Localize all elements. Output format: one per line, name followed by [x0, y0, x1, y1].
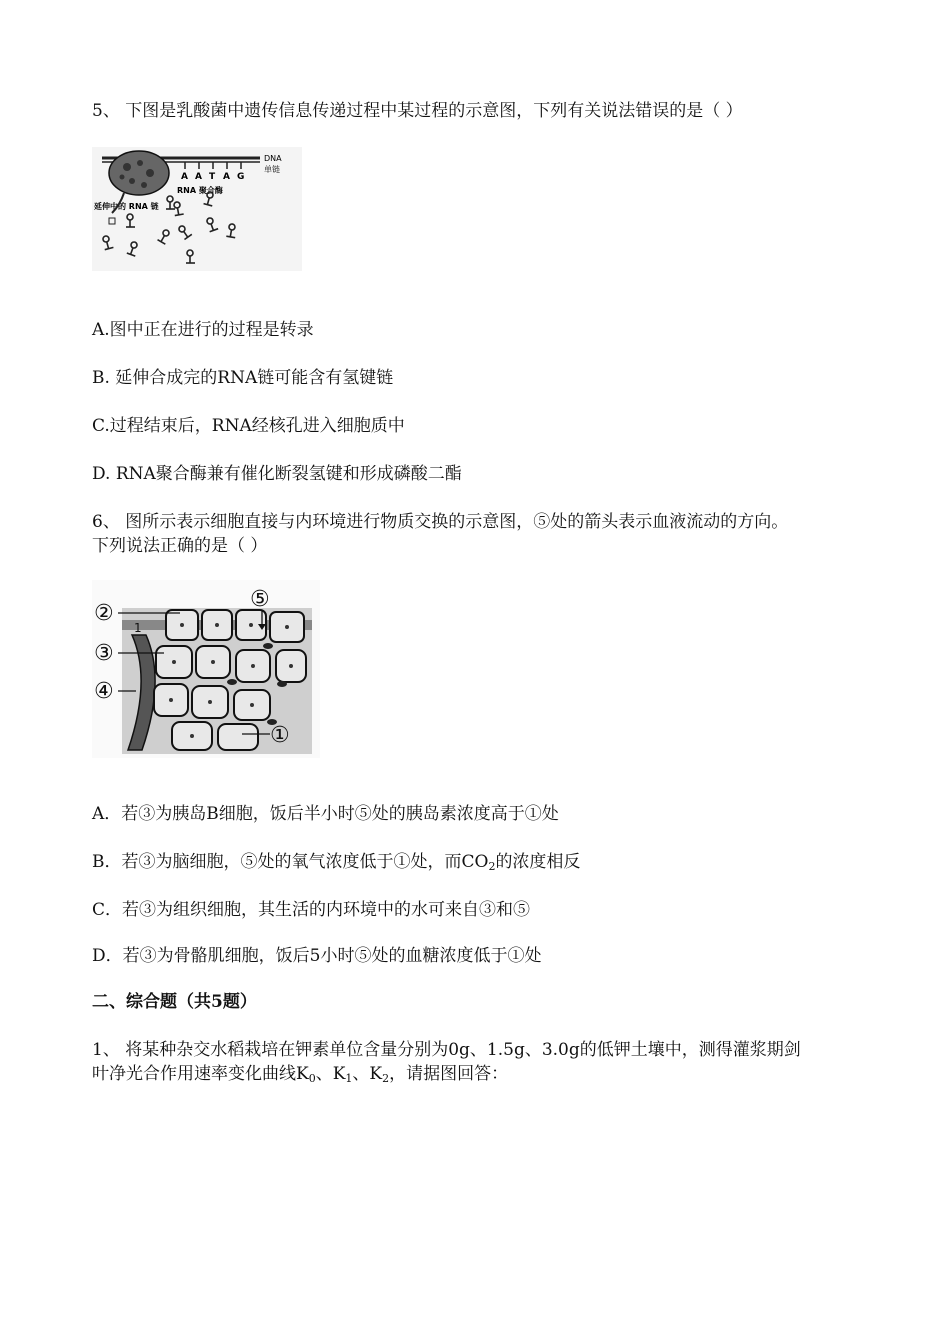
rna-polymerase-label: RNA 聚合酶 [177, 186, 223, 195]
question-6-stem-line2: 下列说法正确的是（ ） [92, 536, 268, 556]
section-2-q1-line2: 叶净光合作用速率变化曲线$K_0$、$K_1$、$K_2$，请据图回答： [92, 1064, 509, 1085]
label-1: ① [270, 723, 290, 748]
internal-environment-figure [92, 580, 320, 758]
section-2-title: 二、综合题（共5题） [92, 992, 257, 1012]
label-4: ④ [94, 679, 114, 704]
single-strand-label: 单链 [264, 165, 280, 174]
base-label: A [195, 172, 202, 182]
q5-option-c: C.过程结束后，RNA经核孔进入细胞质中 [92, 416, 405, 436]
svg-text:1: 1 [134, 621, 142, 635]
base-label: G [237, 172, 245, 182]
q6-option-d: D．若③为骨骼肌细胞，饭后5小时⑤处的血糖浓度低于①处 [92, 946, 542, 966]
question-5-stem: 5、 下图是乳酸菌中遗传信息传递过程中某过程的示意图，下列有关说法错误的是（ ） [92, 101, 743, 121]
base-label: A [181, 172, 188, 182]
q6-option-c: C．若③为组织细胞，其生活的内环境中的水可来自③和⑤ [92, 900, 531, 920]
label-5: ⑤ [250, 587, 270, 612]
transcription-figure [92, 147, 302, 271]
q5-option-b: B. 延伸合成完的RNA链可能含有氢键链 [92, 368, 394, 388]
dna-label: DNA [264, 154, 282, 163]
q6-option-b: B．若③为脑细胞，⑤处的氧气浓度低于①处，而$CO_2$的浓度相反 [92, 852, 581, 873]
question-6-stem-line1: 6、 图所示表示细胞直接与内环境进行物质交换的示意图，⑤处的箭头表示血液流动的方向。 [92, 512, 789, 532]
label-3: ③ [94, 641, 114, 666]
base-label: A [223, 172, 230, 182]
rna-polymerase-shape [109, 151, 169, 195]
q5-option-a: A.图中正在进行的过程是转录 [92, 320, 314, 340]
section-2-q1-line1: 1、 将某种杂交水稻栽培在钾素单位含量分别为0g、1.5g、3.0g的低钾土壤中，测得灌浆期剑 [92, 1040, 801, 1060]
label-2: ② [94, 601, 114, 626]
base-label: T [209, 172, 216, 182]
rna-chain-label: 延伸中的 RNA 链 [94, 202, 159, 211]
q5-option-d: D. RNA聚合酶兼有催化断裂氢键和形成磷酸二酯 [92, 464, 462, 484]
q6-option-a: A．若③为胰岛B细胞，饭后半小时⑤处的胰岛素浓度高于①处 [92, 804, 559, 824]
